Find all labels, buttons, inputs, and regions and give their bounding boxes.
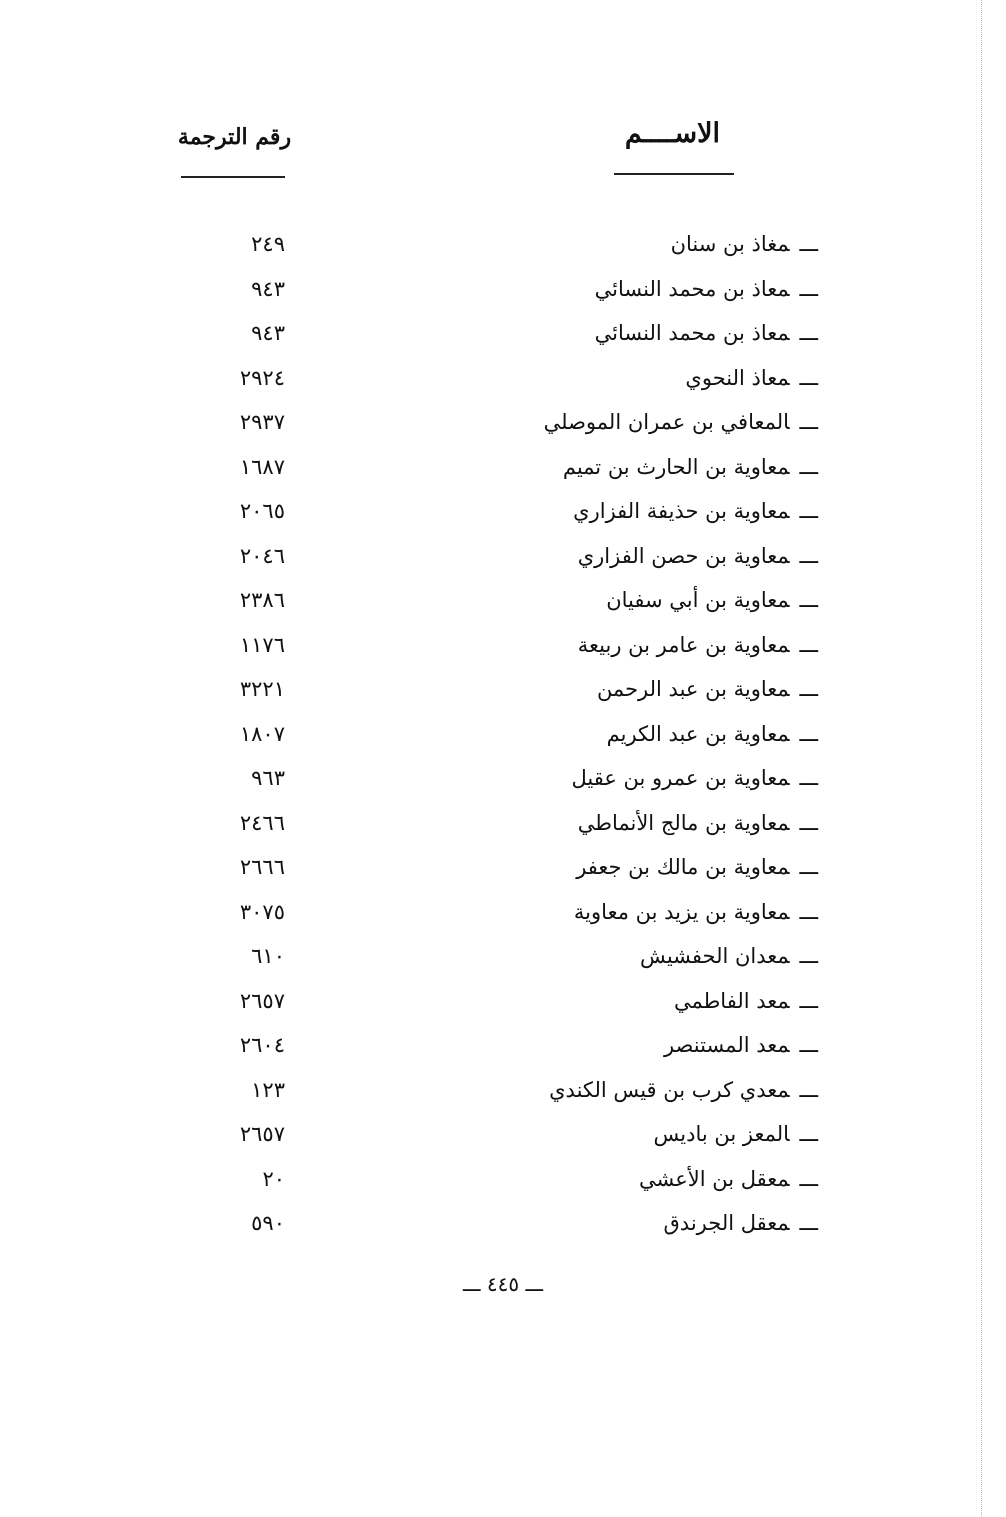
- entry-dash: ـــ: [799, 1122, 818, 1146]
- entry-name: معاوية بن عبد الكريم: [606, 721, 790, 746]
- index-entry: [0, 667, 1006, 712]
- name-header-underline: [614, 173, 734, 175]
- entry-name: المعز بن باديس: [653, 1122, 790, 1146]
- entry-number: ٢٠٦٥: [239, 499, 285, 523]
- index-entry: [0, 489, 1006, 534]
- index-entry: [0, 801, 1006, 846]
- entry-dash: ـــ: [799, 677, 818, 701]
- entry-number: ٢٤٩: [251, 232, 285, 256]
- entry-name: معاذ بن محمد النسائي: [594, 321, 790, 345]
- entry-name: معاوية بن مالك بن جعفر: [576, 855, 790, 879]
- index-entry: [0, 356, 1006, 401]
- index-entry: [0, 311, 1006, 356]
- entry-dash: ـــ: [799, 276, 818, 301]
- index-entry: [0, 1157, 1006, 1202]
- entry-name: معاوية بن حصن الفزاري: [577, 543, 790, 568]
- entry-number: ٢٣٨٦: [239, 588, 285, 612]
- entry-number: ٢٦٠٤: [239, 1033, 285, 1057]
- entry-dash: ـــ: [799, 766, 818, 790]
- entry-name: معقل بن الأعشي: [638, 1166, 790, 1191]
- entry-name: معاوية بن عمرو بن عقيل: [571, 766, 790, 790]
- entry-number: ٦١٠: [251, 944, 285, 968]
- entry-name: معاوية بن عامر بن ربيعة: [577, 632, 790, 657]
- entry-dash: ـــ: [799, 1166, 818, 1191]
- index-entry: [0, 578, 1006, 623]
- entry-dash: ـــ: [799, 454, 818, 479]
- entry-dash: ـــ: [799, 855, 818, 879]
- index-entry: [0, 756, 1006, 801]
- entry-name: مغاذ بن سنان: [670, 232, 790, 256]
- entry-name: معد الفاطمي: [673, 988, 790, 1013]
- entry-dash: ـــ: [799, 499, 818, 523]
- entry-name: معدان الحفشيش: [640, 944, 790, 968]
- index-entry: [0, 267, 1006, 312]
- entry-dash: ـــ: [799, 1211, 818, 1235]
- entry-dash: ـــ: [799, 899, 818, 924]
- entry-name: معدي كرب بن قيس الكندي: [549, 1077, 790, 1102]
- entry-number: ١١٧٦: [239, 632, 285, 657]
- entry-number: ٢٠: [262, 1166, 285, 1191]
- entry-name: المعافي بن عمران الموصلي: [543, 410, 790, 434]
- entry-number: ١٦٨٧: [239, 454, 285, 479]
- entry-number: ٢٩٢٤: [239, 365, 285, 390]
- index-entry: [0, 979, 1006, 1024]
- entry-name: معاذ النحوي: [685, 365, 790, 390]
- entry-name: معاوية بن يزيد بن معاوية: [573, 899, 790, 924]
- entry-dash: ـــ: [799, 632, 818, 657]
- number-column-header: رقم الترجمة: [177, 124, 292, 150]
- entry-number: ٩٤٣: [251, 321, 285, 345]
- entry-number: ٢٦٥٧: [239, 988, 285, 1013]
- entry-number: ٢٩٣٧: [239, 410, 285, 434]
- entry-number: ١٢٣: [251, 1077, 285, 1102]
- entry-number: ٢٦٥٧: [239, 1122, 285, 1146]
- page-number: ـــ ٤٤٥ ـــ: [462, 1272, 544, 1296]
- index-entry: [0, 712, 1006, 757]
- entry-dash: ـــ: [799, 321, 818, 345]
- index-entry: [0, 845, 1006, 890]
- index-entry: [0, 1068, 1006, 1113]
- entry-name: معاذ بن محمد النسائي: [594, 276, 790, 301]
- entry-name: معاوية بن مالج الأنماطي: [577, 810, 790, 835]
- index-entry: [0, 934, 1006, 979]
- entry-dash: ـــ: [799, 721, 818, 746]
- index-entry: [0, 890, 1006, 935]
- entry-name: معاوية بن عبد الرحمن: [596, 677, 790, 701]
- entry-name: معاوية بن الحارث بن تميم: [562, 454, 790, 479]
- entry-dash: ـــ: [799, 1033, 818, 1057]
- entry-number: ٢٦٦٦: [239, 855, 285, 879]
- index-entries: [0, 222, 1006, 1246]
- entry-number: ٢٤٦٦: [239, 810, 285, 835]
- index-entry: [0, 445, 1006, 490]
- entry-number: ٣٠٧٥: [239, 899, 285, 924]
- index-entry: [0, 623, 1006, 668]
- entry-dash: ـــ: [799, 543, 818, 568]
- entry-number: ٥٩٠: [251, 1211, 285, 1235]
- entry-name: معاوية بن حذيفة الفزاري: [573, 499, 790, 523]
- index-entry: [0, 400, 1006, 445]
- index-entry: [0, 1112, 1006, 1157]
- entry-name: معد المستنصر: [663, 1033, 790, 1057]
- index-entry: [0, 534, 1006, 579]
- entry-number: ٣٢٢١: [239, 677, 285, 701]
- entry-dash: ـــ: [799, 410, 818, 434]
- name-column-header: الاســــم: [624, 118, 721, 149]
- index-entry: [0, 1201, 1006, 1246]
- entry-dash: ـــ: [799, 1077, 818, 1102]
- entry-name: معاوية بن أبي سفيان: [606, 588, 790, 612]
- entry-dash: ـــ: [799, 810, 818, 835]
- entry-number: ٩٦٣: [251, 766, 285, 790]
- entry-number: ٢٠٤٦: [239, 543, 285, 568]
- entry-dash: ـــ: [799, 365, 818, 390]
- entry-number: ٩٤٣: [251, 276, 285, 301]
- entry-dash: ـــ: [799, 988, 818, 1013]
- index-entry: [0, 1023, 1006, 1068]
- entry-dash: ـــ: [799, 232, 818, 256]
- entry-name: معقل الجرندق: [663, 1211, 790, 1235]
- entry-number: ١٨٠٧: [239, 721, 285, 746]
- index-entry: [0, 222, 1006, 267]
- entry-dash: ـــ: [799, 588, 818, 612]
- number-header-underline: [181, 176, 285, 178]
- entry-dash: ـــ: [799, 944, 818, 968]
